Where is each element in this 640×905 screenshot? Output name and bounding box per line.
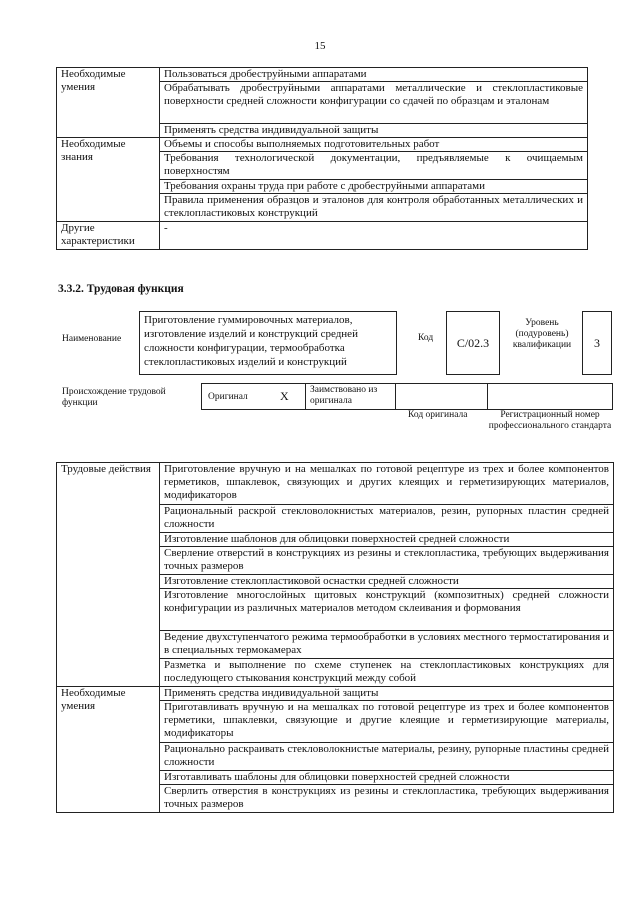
- original-cell: [201, 383, 306, 410]
- skills-knowledge-table: [56, 67, 588, 250]
- table-cell: Требования охраны труда при работе с дробеструйными аппаратами: [160, 180, 588, 194]
- table-cell: Требования технологической документации, предъявляемые к очищаемым поверхностям: [160, 152, 588, 180]
- reg-number-cell: [487, 383, 613, 410]
- code-original-label: Код оригинала: [408, 410, 468, 420]
- table-cell: Правила применения образцов и эталонов для контроля обработанных металлических и стеклопластиковых конструкций: [160, 194, 588, 222]
- table-cell: -: [160, 222, 588, 250]
- function-name-box: Приготовление гуммировочных материалов, изготовление изделий и конструкций средней сложности конфигурации, термообработка стеклопластиковых изделий и конструкций: [139, 311, 397, 375]
- table-cell: Приготовление вручную и на мешалках по готовой рецептуре из трех и более компонентов герметиков, шпаклевок, связующих и других клеящих и герметизирующих материалов, модификаторов: [160, 463, 614, 505]
- table-cell: Изготовление стеклопластиковой оснастки средней сложности: [160, 575, 614, 589]
- table-cell: Изготавливать шаблоны для облицовки поверхностей средней сложности: [160, 771, 614, 785]
- row-label-other: Другие характеристики: [57, 222, 160, 250]
- level-value-box: 3: [582, 311, 612, 375]
- table-cell: Применять средства индивидуальной защиты: [160, 687, 614, 701]
- table-cell: Пользоваться дробеструйными аппаратами: [160, 68, 588, 82]
- row-label-knowledge: Необходимые знания: [57, 138, 160, 222]
- table-cell: Обрабатывать дробеструйными аппаратами металлические и стеклопластиковые поверхности средней сложности конфигурации со сдачей по образцам и эталонам: [160, 82, 588, 124]
- table-cell: Изготовление многослойных щитовых конструкций (композитных) средней сложности конфигурации из различных материалов методом склеивания и формования: [160, 589, 614, 631]
- page-number: 15: [314, 40, 326, 52]
- code-label: Код: [418, 333, 434, 343]
- borrowed-cell: Заимствовано из оригинала: [305, 383, 396, 410]
- table-cell: Ведение двухступенчатого режима термообработки в условиях местного термостатирования и в специальных термокамерах: [160, 631, 614, 659]
- table-cell: Рационально раскраивать стекловолокнистые материалы, резину, рупорные пластины средней сложности: [160, 743, 614, 771]
- table-cell: Сверлить отверстия в конструкциях из резины и стеклопластика, требующих выдерживания точных размеров: [160, 785, 614, 813]
- code-value-box: С/02.3: [446, 311, 500, 375]
- reg-number-label: Регистрационный номер профессионального стандарта: [488, 410, 612, 431]
- row-label-actions: Трудовые действия: [57, 463, 160, 687]
- original-mark: Х: [280, 389, 289, 403]
- table-cell: Объемы и способы выполняемых подготовительных работ: [160, 138, 588, 152]
- labor-actions-table: [56, 462, 614, 813]
- table-cell: Сверление отверстий в конструкциях из резины и стеклопластика, требующих выдерживания точных размеров: [160, 547, 614, 575]
- table-cell: Рациональный раскрой стекловолокнистых материалов, резин, рупорных пластин средней сложности: [160, 505, 614, 533]
- row-label-skills: Необходимые умения: [57, 68, 160, 138]
- level-label: Уровень (подуровень) квалификации: [512, 318, 572, 350]
- code-original-cell: [395, 383, 488, 410]
- table-cell: Разметка и выполнение по схеме ступенек на стеклопластиковых конструкциях для последующего стыкования конструкций между собой: [160, 659, 614, 687]
- origin-label: Происхождение трудовой функции: [62, 387, 166, 408]
- table-cell: Применять средства индивидуальной защиты: [160, 124, 588, 138]
- name-label: Наименование: [62, 334, 122, 344]
- original-label: Оригинал: [208, 392, 248, 402]
- table-cell: Приготавливать вручную и на мешалках по готовой рецептуре из трех и более компонентов герметики, шпаклевки, связующие и другие клеящие и герметизирующие материалы, модификаторы: [160, 701, 614, 743]
- row-label-skills-2: Необходимые умения: [57, 687, 160, 813]
- table-cell: Изготовление шаблонов для облицовки поверхностей средней сложности: [160, 533, 614, 547]
- section-title: 3.3.2. Трудовая функция: [58, 283, 184, 295]
